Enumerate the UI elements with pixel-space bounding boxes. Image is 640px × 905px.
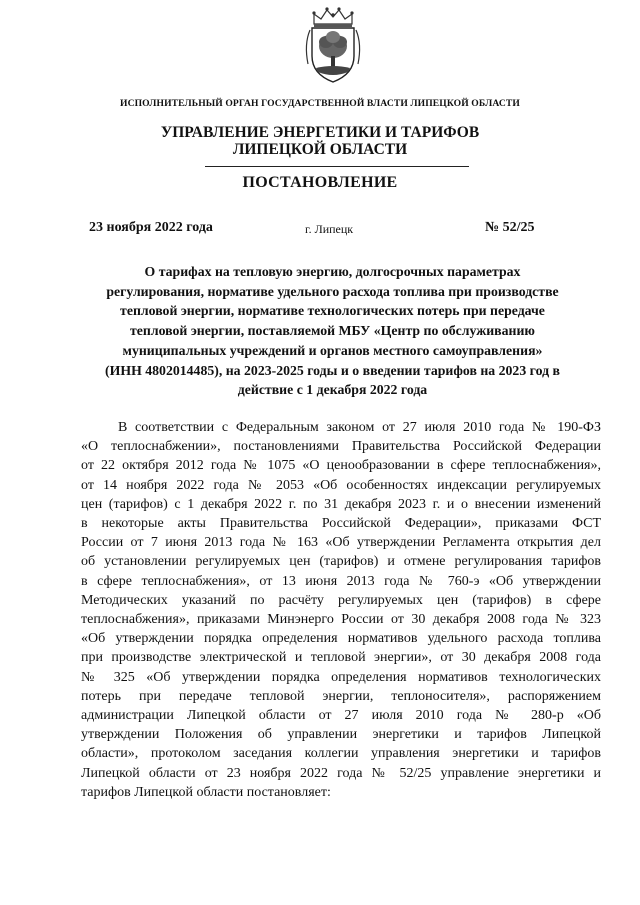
preamble-paragraph	[81, 418, 601, 802]
coat-of-arms-icon	[300, 4, 366, 84]
department-name	[0, 124, 640, 158]
body-line: Липецкой области от 23 ноября 2022 года № 52/25 управление энергетики и	[81, 765, 601, 781]
body-line: «Об утверждении порядка определения нормативов удельного расхода топлива	[81, 631, 601, 647]
title-line: О тарифах на тепловую энергию, долгосрочных параметрах	[144, 264, 521, 279]
body-line: № 325 «Об утверждении порядка определения нормативов технологических	[81, 669, 601, 685]
body-line: Методических указаний по расчёту регулируемых цен (тарифов) в сфере	[81, 592, 601, 608]
title-line: регулирования, нормативе удельного расхода топлива при производстве	[106, 283, 559, 299]
body-line: В соответствии с Федеральным законом от 27 июля 2010 года № 190-ФЗ	[118, 420, 601, 435]
document-city: г. Липецк	[305, 222, 354, 236]
issuing-authority: ИСПОЛНИТЕЛЬНЫЙ ОРГАН ГОСУДАРСТВЕННОЙ ВЛАСТИ ЛИПЕЦКОЙ ОБЛАСТИ	[120, 98, 520, 109]
body-line: «О теплоснабжении», постановлениями Правительства Российской Федерации	[81, 439, 601, 455]
body-line: тарифов Липецкой области постановляет:	[81, 784, 331, 800]
title-line: тепловой энергии, нормативе технологических потерь при передаче	[120, 303, 545, 319]
department-name-line-1: УПРАВЛЕНИЕ ЭНЕРГЕТИКИ И ТАРИФОВ	[160, 124, 480, 141]
document-number: № 52/25	[485, 220, 535, 235]
document-type: ПОСТАНОВЛЕНИЕ	[242, 174, 398, 191]
body-line: в сфере теплоснабжения», от 13 июня 2013 года № 760-э «Об утверждении	[81, 573, 601, 589]
document-date: 23 ноября 2022 года	[89, 220, 213, 235]
title-line: муниципальных учреждений и органов местного самоуправления»	[122, 342, 543, 358]
body-line: теплоснабжения», приказами Минэнерго России от 30 декабря 2008 года № 323	[81, 612, 601, 628]
body-line: администрации Липецкой области от 27 июля 2010 года № 280-р «Об	[81, 708, 601, 724]
body-line: потерь при передаче тепловой энергии, теплоносителя», распоряжением	[81, 688, 601, 704]
department-name-line-2: ЛИПЕЦКОЙ ОБЛАСТИ	[232, 141, 408, 158]
body-line: при производстве электрической и тепловой энергии», от 30 декабря 2008 года	[81, 650, 601, 666]
document-title	[60, 262, 605, 400]
title-line: действие с 1 декабря 2022 года	[237, 382, 428, 398]
body-line: цен (тарифов) с 1 декабря 2022 г. по 31 декабря 2023 г. и о внесении изменений	[81, 496, 601, 512]
body-line: от 14 ноября 2022 года № 2053 «Об особенностях индексации регулируемых	[81, 477, 601, 493]
body-line: об установлении регулируемых цен (тарифов) и отмене регулирования тарифов	[81, 554, 601, 570]
title-line: тепловой энергии, поставляемой МБУ «Центр по обслуживанию	[130, 323, 535, 339]
header-divider	[205, 166, 469, 167]
body-line: в некоторые акты Правительства Российской Федерации», приказами ФСТ	[81, 516, 601, 532]
body-line: области», протоколом заседания коллегии управления энергетики и тарифов	[81, 746, 601, 762]
body-line: утверждении Положения об управлении энергетики и тарифов Липецкой	[81, 727, 601, 743]
body-line: России от 7 июня 2013 года № 163 «Об утверждении Регламента открытия дел	[81, 535, 601, 551]
title-line: (ИНН 4802014485), на 2023-2025 годы и о введении тарифов на 2023 год в	[105, 362, 560, 378]
body-line: от 22 октября 2012 года № 1075 «О ценообразовании в сфере теплоснабжения»,	[81, 458, 601, 474]
